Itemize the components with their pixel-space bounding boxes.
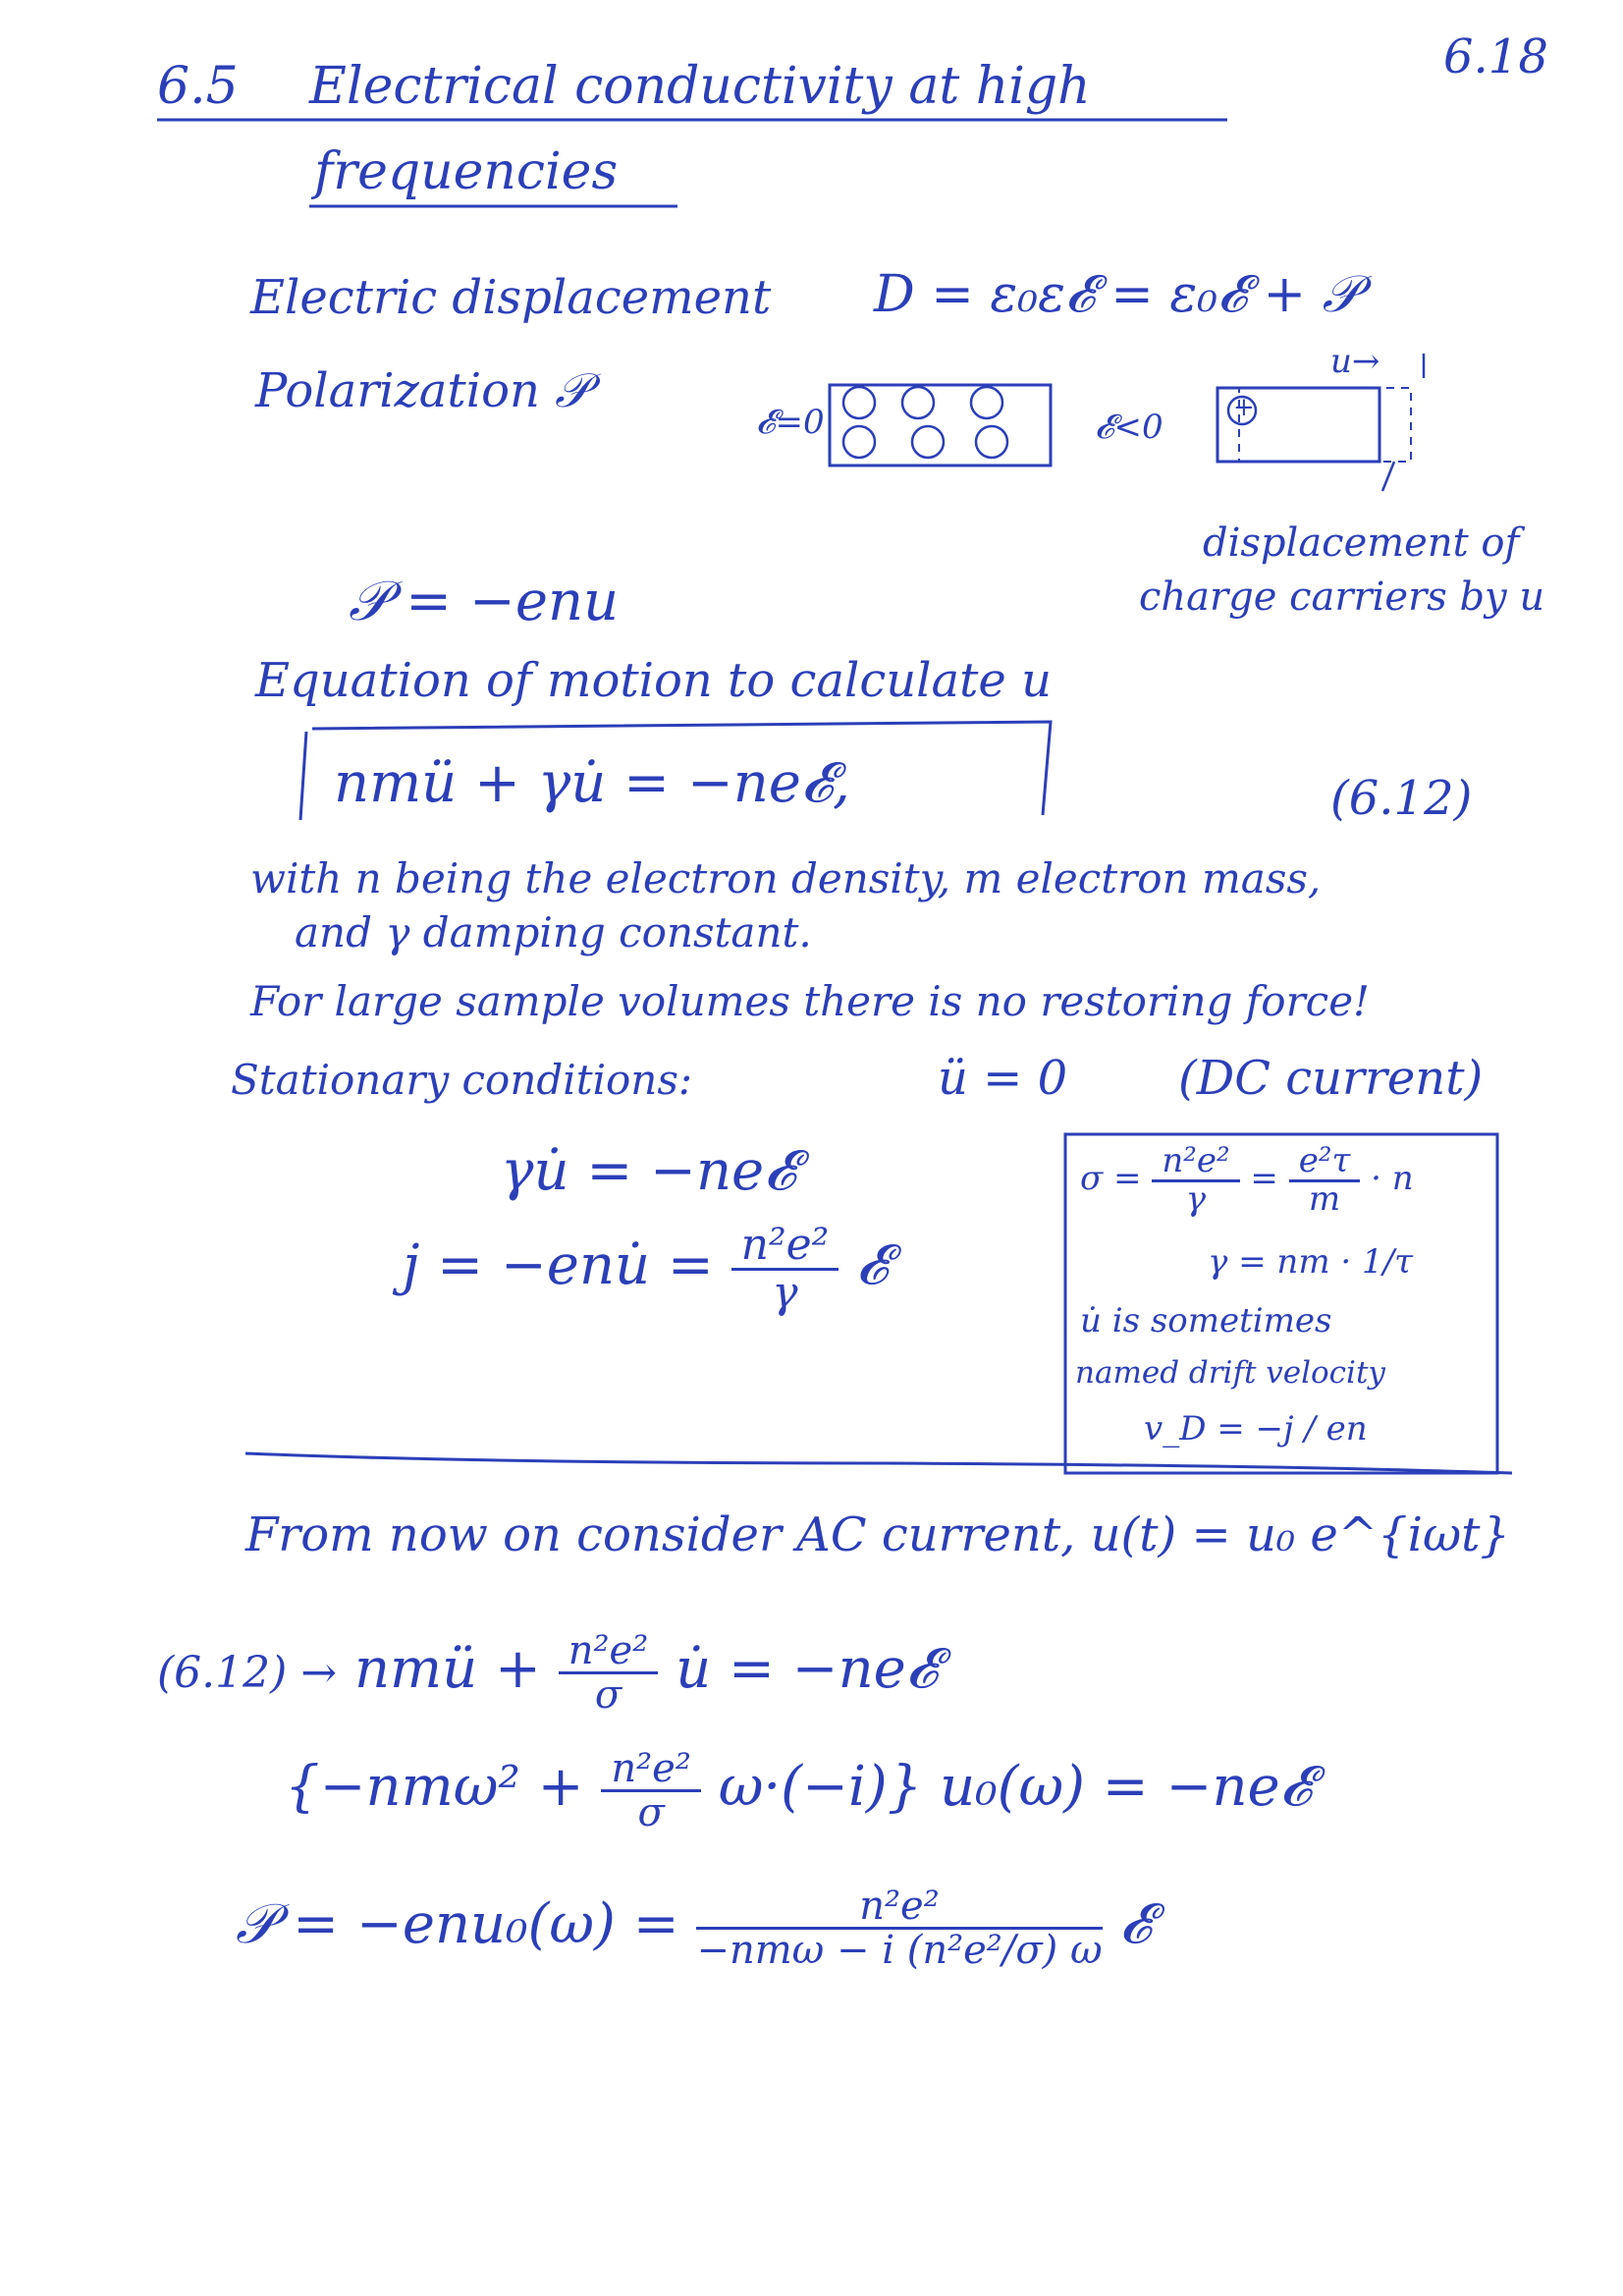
polarization-equation: 𝒫 = −enu bbox=[349, 570, 620, 633]
definition-line2: and γ damping constant. bbox=[295, 908, 812, 957]
ac-eq3-fraction bbox=[696, 1886, 1102, 1971]
ac-eq1-denominator: σ bbox=[594, 1672, 622, 1718]
diagram-field-zero-label: 𝓔=0 bbox=[756, 403, 825, 442]
sigma-equals: = bbox=[1250, 1159, 1278, 1199]
sigma-numerator-2: e²τ bbox=[1289, 1144, 1361, 1182]
sigma-numerator-1: n²e² bbox=[1152, 1144, 1239, 1182]
current-density-equation bbox=[403, 1220, 889, 1319]
gamma-equation: γu̇ = −ne𝓔 bbox=[501, 1139, 796, 1203]
current-density-right: 𝓔 bbox=[856, 1233, 889, 1298]
drift-note-line2: named drift velocity bbox=[1075, 1355, 1385, 1391]
current-density-denominator: γ bbox=[772, 1268, 798, 1319]
ac-eq2-denominator: σ bbox=[637, 1790, 665, 1835]
diagram-charge-label: + bbox=[1233, 393, 1255, 422]
divider-line bbox=[245, 1453, 1512, 1473]
current-density-fraction bbox=[731, 1220, 839, 1319]
ac-eq1-right: u̇ = −ne𝓔 bbox=[676, 1637, 938, 1701]
current-density-left: j = −enu̇ = bbox=[403, 1233, 714, 1298]
displacement-note-line1: displacement of bbox=[1203, 520, 1520, 566]
ac-eq1-left: nmü + bbox=[353, 1637, 541, 1701]
stationary-condition: ü = 0 bbox=[938, 1051, 1068, 1106]
current-density-numerator: n²e² bbox=[731, 1223, 839, 1271]
ac-statement: From now on consider AC current, u(t) = u₀ e^{iωt} bbox=[245, 1507, 1510, 1562]
section-title-line2: frequencies bbox=[314, 142, 619, 201]
ac-eq3-left: 𝒫 = −enu₀(ω) = bbox=[236, 1892, 679, 1956]
sigma-tail: · n bbox=[1371, 1159, 1414, 1199]
ac-eq3-numerator: n²e² bbox=[696, 1886, 1102, 1930]
ac-eq1-numerator: n²e² bbox=[559, 1630, 659, 1674]
sigma-fraction-2 bbox=[1289, 1141, 1361, 1219]
equation-of-motion: nmü + γu̇ = −ne𝓔, bbox=[334, 751, 850, 815]
ac-equation-2 bbox=[285, 1748, 1312, 1833]
section-number: 6.5 bbox=[157, 57, 239, 116]
drift-velocity-equation: v_D = −j / en bbox=[1144, 1409, 1368, 1449]
stationary-label: Stationary conditions: bbox=[231, 1056, 693, 1104]
ac-eq1-prefix: (6.12) → bbox=[157, 1648, 338, 1698]
polarization-label: Polarization 𝒫 bbox=[255, 363, 589, 418]
ac-eq2-right: ω·(−i)} u₀(ω) = −ne𝓔 bbox=[718, 1755, 1312, 1819]
motion-heading: Equation of motion to calculate u bbox=[255, 653, 1052, 708]
restoring-force-note: For large sample volumes there is no restoring force! bbox=[250, 977, 1370, 1025]
sigma-fraction-1 bbox=[1152, 1141, 1239, 1219]
sigma-lhs: σ = bbox=[1080, 1159, 1142, 1199]
ac-equation-1 bbox=[157, 1630, 938, 1716]
charge-diagram-left bbox=[830, 385, 1051, 465]
definition-line1: with n being the electron density, m electron mass, bbox=[250, 854, 1322, 902]
ac-eq2-fraction bbox=[601, 1748, 701, 1833]
gamma-relation: γ = nm · 1/τ bbox=[1208, 1242, 1413, 1282]
ac-eq3-denominator: −nmω − i (n²e²/σ) ω bbox=[696, 1928, 1103, 1973]
dc-current-note: (DC current) bbox=[1178, 1051, 1484, 1106]
section-title-line1: Electrical conductivity at high bbox=[309, 57, 1091, 116]
displacement-equation: D = ε₀ε𝓔 = ε₀𝓔 + 𝒫 bbox=[874, 265, 1360, 324]
ac-equation-3 bbox=[236, 1886, 1151, 1971]
sigma-denominator-1: γ bbox=[1185, 1178, 1207, 1219]
displacement-label: Electric displacement bbox=[250, 270, 772, 325]
charge-diagram-right bbox=[1217, 354, 1424, 491]
drift-note-line1: u̇ is sometimes bbox=[1080, 1301, 1332, 1340]
sigma-denominator-2: m bbox=[1308, 1178, 1341, 1219]
sigma-definition bbox=[1080, 1141, 1414, 1219]
displacement-note-line2: charge carriers by u bbox=[1139, 574, 1545, 620]
ac-eq2-left: {−nmω² + bbox=[285, 1755, 584, 1819]
ac-eq3-right: 𝓔 bbox=[1119, 1892, 1152, 1956]
diagram-field-negative-label: 𝓔<0 bbox=[1095, 408, 1163, 447]
equation-number: (6.12) bbox=[1330, 771, 1473, 826]
ac-eq1-fraction bbox=[559, 1630, 659, 1716]
ac-eq2-numerator: n²e² bbox=[601, 1748, 701, 1792]
diagram-displacement-arrow-label: u→ bbox=[1330, 342, 1380, 381]
page-number: 6.18 bbox=[1443, 29, 1548, 84]
